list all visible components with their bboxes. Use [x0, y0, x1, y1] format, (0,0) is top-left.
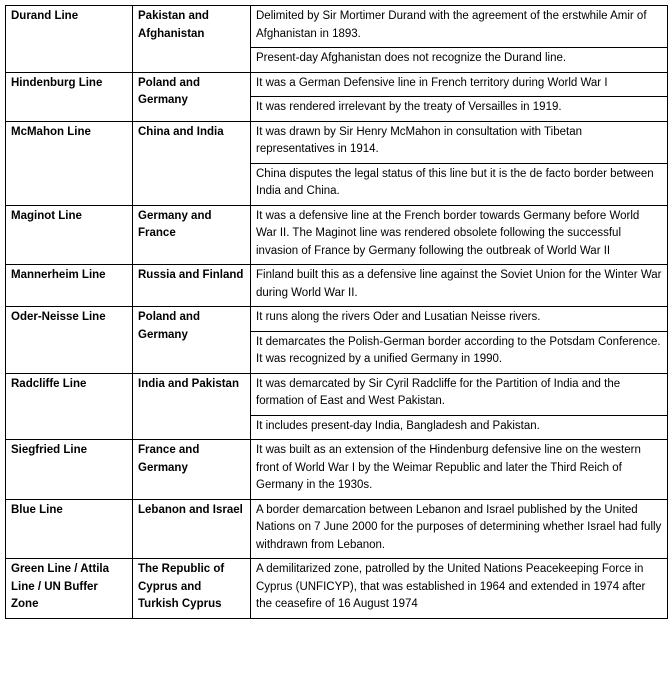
border-countries: Poland and Germany: [133, 72, 251, 121]
border-note: It runs along the rivers Oder and Lusatian Neisse rivers.: [251, 307, 668, 332]
border-note: It includes present-day India, Bangladesh and Pakistan.: [251, 415, 668, 440]
table-row: [6, 121, 668, 163]
border-line-name: Maginot Line: [6, 205, 133, 265]
table-row: [6, 559, 668, 619]
border-note: A demilitarized zone, patrolled by the United Nations Peacekeeping Force in Cyprus (UNFICYP), that was established in 1964 and extended in 1974 after the ceasefire of 16 August 1974: [251, 559, 668, 619]
border-lines-table: [5, 5, 668, 619]
table-row: [6, 307, 668, 332]
border-line-name: Mannerheim Line: [6, 265, 133, 307]
border-note: It demarcates the Polish-German border according to the Potsdam Conference. It was recognized by a unified Germany in 1990.: [251, 331, 668, 373]
border-line-name: Green Line / Attila Line / UN Buffer Zone: [6, 559, 133, 619]
border-countries: The Republic of Cyprus and Turkish Cyprus: [133, 559, 251, 619]
border-line-name: Hindenburg Line: [6, 72, 133, 121]
table-row: [6, 265, 668, 307]
table-body: [6, 6, 668, 619]
border-line-name: Siegfried Line: [6, 440, 133, 500]
border-line-name: Radcliffe Line: [6, 373, 133, 440]
border-line-name: McMahon Line: [6, 121, 133, 205]
table-row: [6, 440, 668, 500]
table-row: [6, 499, 668, 559]
border-note: Delimited by Sir Mortimer Durand with the agreement of the erstwhile Amir of Afghanistan in 1893.: [251, 6, 668, 48]
table-row: [6, 373, 668, 415]
border-note: It was a defensive line at the French border towards Germany before World War II. The Maginot line was rendered obsolete following the successful invasion of France by Germany following the outbreak of World War II: [251, 205, 668, 265]
border-countries: France and Germany: [133, 440, 251, 500]
border-note: China disputes the legal status of this line but it is the de facto border between India and China.: [251, 163, 668, 205]
border-countries: Pakistan and Afghanistan: [133, 6, 251, 73]
border-countries: India and Pakistan: [133, 373, 251, 440]
border-note: Present-day Afghanistan does not recognize the Durand line.: [251, 48, 668, 73]
border-note: It was a German Defensive line in French territory during World War I: [251, 72, 668, 97]
border-line-name: Blue Line: [6, 499, 133, 559]
table-row: [6, 205, 668, 265]
border-countries: Russia and Finland: [133, 265, 251, 307]
border-note: It was built as an extension of the Hindenburg defensive line on the western front of World War I by the Weimar Republic and later the Third Reich of Germany in the 1930s.: [251, 440, 668, 500]
border-note: Finland built this as a defensive line against the Soviet Union for the Winter War during World War II.: [251, 265, 668, 307]
border-line-name: Durand Line: [6, 6, 133, 73]
border-line-name: Oder-Neisse Line: [6, 307, 133, 374]
border-note: A border demarcation between Lebanon and Israel published by the United Nations on 7 June 2000 for the purposes of determining whether Israel had fully withdrawn from Lebanon.: [251, 499, 668, 559]
border-note: It was rendered irrelevant by the treaty of Versailles in 1919.: [251, 97, 668, 122]
table-row: [6, 6, 668, 48]
border-countries: Lebanon and Israel: [133, 499, 251, 559]
table-row: [6, 72, 668, 97]
border-countries: China and India: [133, 121, 251, 205]
border-countries: Germany and France: [133, 205, 251, 265]
border-note: It was demarcated by Sir Cyril Radcliffe for the Partition of India and the formation of East and West Pakistan.: [251, 373, 668, 415]
border-countries: Poland and Germany: [133, 307, 251, 374]
border-note: It was drawn by Sir Henry McMahon in consultation with Tibetan representatives in 1914.: [251, 121, 668, 163]
